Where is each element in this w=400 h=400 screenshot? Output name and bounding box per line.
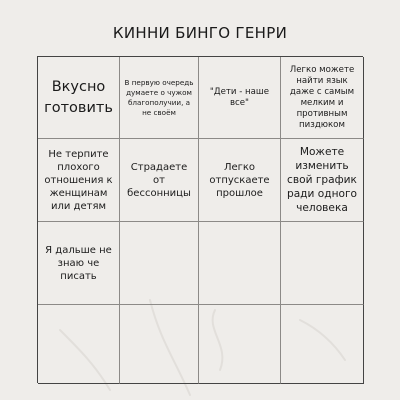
bingo-cell[interactable] bbox=[38, 305, 120, 384]
bingo-cell[interactable] bbox=[281, 139, 364, 222]
bingo-cell[interactable] bbox=[199, 57, 281, 139]
bingo-cell[interactable] bbox=[281, 57, 364, 139]
page-title: КИННИ БИНГО ГЕНРИ bbox=[112, 24, 288, 42]
bingo-cell-text: Легко отпускаете прошлое bbox=[209, 161, 270, 199]
bingo-cell-text: "Дети - наше все" bbox=[209, 86, 270, 108]
bingo-cell[interactable] bbox=[38, 57, 120, 139]
bingo-cell-text: Не терпите плохого отношения к женщинам или детям bbox=[44, 148, 113, 212]
bingo-cell-text: В первую очередь думаете о чужом благополучии, а не своём bbox=[124, 77, 194, 117]
bingo-cell[interactable] bbox=[38, 139, 120, 222]
bingo-cell-text: Легко можете найти язык даже с самым мелким и противным пиздюком bbox=[289, 64, 355, 130]
bingo-cell[interactable] bbox=[120, 57, 199, 139]
bingo-cell-text: Я дальше не знаю че писать bbox=[45, 244, 112, 282]
bingo-cell[interactable] bbox=[38, 222, 120, 305]
bingo-cell-text: Вкусно готовить bbox=[44, 78, 113, 116]
bingo-cell[interactable] bbox=[281, 222, 364, 305]
bingo-cell[interactable] bbox=[199, 305, 281, 384]
bingo-cell[interactable] bbox=[199, 139, 281, 222]
bingo-cell[interactable] bbox=[120, 222, 199, 305]
bingo-cell[interactable] bbox=[281, 305, 364, 384]
bingo-cell[interactable] bbox=[199, 222, 281, 305]
bingo-cell[interactable] bbox=[120, 305, 199, 384]
bingo-cell[interactable] bbox=[120, 139, 199, 222]
bingo-grid bbox=[37, 56, 363, 383]
bingo-cell-text: Можете изменить свой график ради одного человека bbox=[286, 146, 358, 214]
bingo-cell-text: Страдаете от бессонницы bbox=[127, 161, 191, 199]
